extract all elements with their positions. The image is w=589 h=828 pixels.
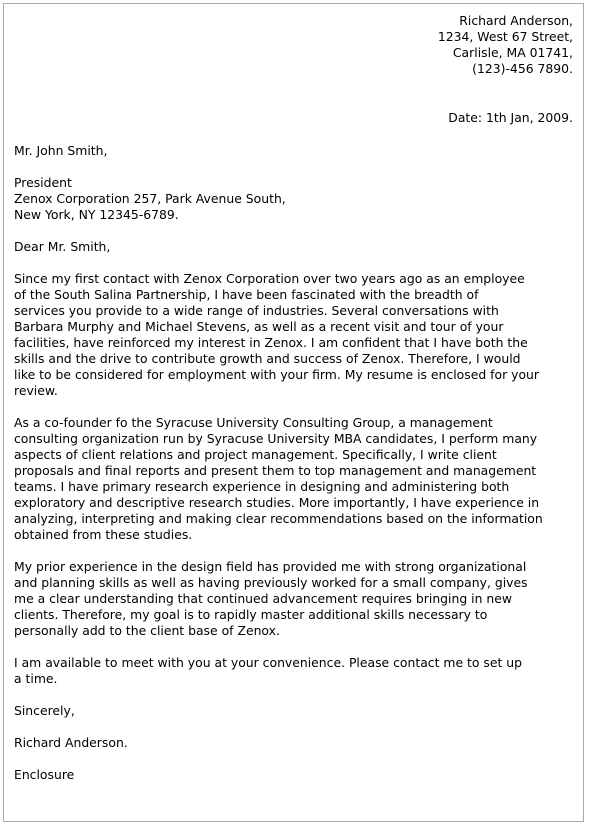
paragraph-4 — [14, 655, 578, 687]
recipient-address-line2: New York, NY 12345-6789. — [14, 207, 179, 222]
paragraph-line: Since my first contact with Zenox Corporation over two years ago as an employee — [14, 271, 525, 286]
paragraph-line: Barbara Murphy and Michael Stevens, as well as a recent visit and tour of your — [14, 319, 504, 334]
paragraph-line: As a co-founder fo the Syracuse University Consulting Group, a management — [14, 415, 493, 430]
signature: Richard Anderson. — [14, 735, 128, 750]
recipient-address — [14, 175, 578, 223]
enclosure-block — [14, 767, 578, 783]
letter-body — [14, 143, 578, 799]
paragraph-line: skills and the drive to contribute growth and success of Zenox. Therefore, I would — [14, 351, 521, 366]
sender-street: 1234, West 67 Street, — [437, 29, 573, 44]
paragraph-line: of the South Salina Partnership, I have been fascinated with the breadth of — [14, 287, 479, 302]
sender-phone: (123)-456 7890. — [472, 61, 573, 76]
salutation: Dear Mr. Smith, — [14, 239, 111, 254]
closing-block — [14, 703, 578, 719]
salutation-block — [14, 239, 578, 255]
paragraph-2 — [14, 415, 578, 543]
paragraph-line: obtained from these studies. — [14, 527, 193, 542]
sender-city: Carlisle, MA 01741, — [452, 45, 573, 60]
sender-name: Richard Anderson, — [459, 13, 573, 28]
paragraph-1 — [14, 271, 578, 399]
paragraph-line: a time. — [14, 671, 58, 686]
letter-date: Date: 1th Jan, 2009. — [448, 110, 573, 125]
paragraph-line: aspects of client relations and project management. Specifically, I write client — [14, 447, 497, 462]
paragraph-line: clients. Therefore, my goal is to rapidly master additional skills necessary to — [14, 607, 488, 622]
paragraph-line: services you provide to a wide range of industries. Several conversations with — [14, 303, 499, 318]
recipient-name-block — [14, 143, 578, 159]
paragraph-line: and planning skills as well as having previously worked for a small company, gives — [14, 575, 528, 590]
paragraph-line: proposals and final reports and present them to top management and management — [14, 463, 537, 478]
closing: Sincerely, — [14, 703, 75, 718]
recipient-title: President — [14, 175, 72, 190]
paragraph-line: facilities, have reinforced my interest in Zenox. I am confident that I have both the — [14, 335, 528, 350]
recipient-address-line1: Zenox Corporation 257, Park Avenue South, — [14, 191, 286, 206]
paragraph-line: teams. I have primary research experience in designing and administering both — [14, 479, 510, 494]
paragraph-line: personally add to the client base of Zenox. — [14, 623, 280, 638]
paragraph-line: analyzing, interpreting and making clear recommendations based on the information — [14, 511, 543, 526]
paragraph-line: review. — [14, 383, 58, 398]
enclosure: Enclosure — [14, 767, 75, 782]
signature-block — [14, 735, 578, 751]
paragraph-3 — [14, 559, 578, 639]
paragraph-line: My prior experience in the design field has provided me with strong organizational — [14, 559, 527, 574]
paragraph-line: I am available to meet with you at your convenience. Please contact me to set up — [14, 655, 523, 670]
paragraph-line: like to be considered for employment with your firm. My resume is enclosed for your — [14, 367, 539, 382]
paragraph-line: exploratory and descriptive research studies. More importantly, I have experience in — [14, 495, 540, 510]
sender-address — [438, 13, 573, 77]
paragraphs — [14, 271, 578, 687]
paragraph-line: me a clear understanding that continued advancement requires bringing in new — [14, 591, 512, 606]
recipient-name: Mr. John Smith, — [14, 143, 108, 158]
paragraph-line: consulting organization run by Syracuse University MBA candidates, I perform many — [14, 431, 538, 446]
